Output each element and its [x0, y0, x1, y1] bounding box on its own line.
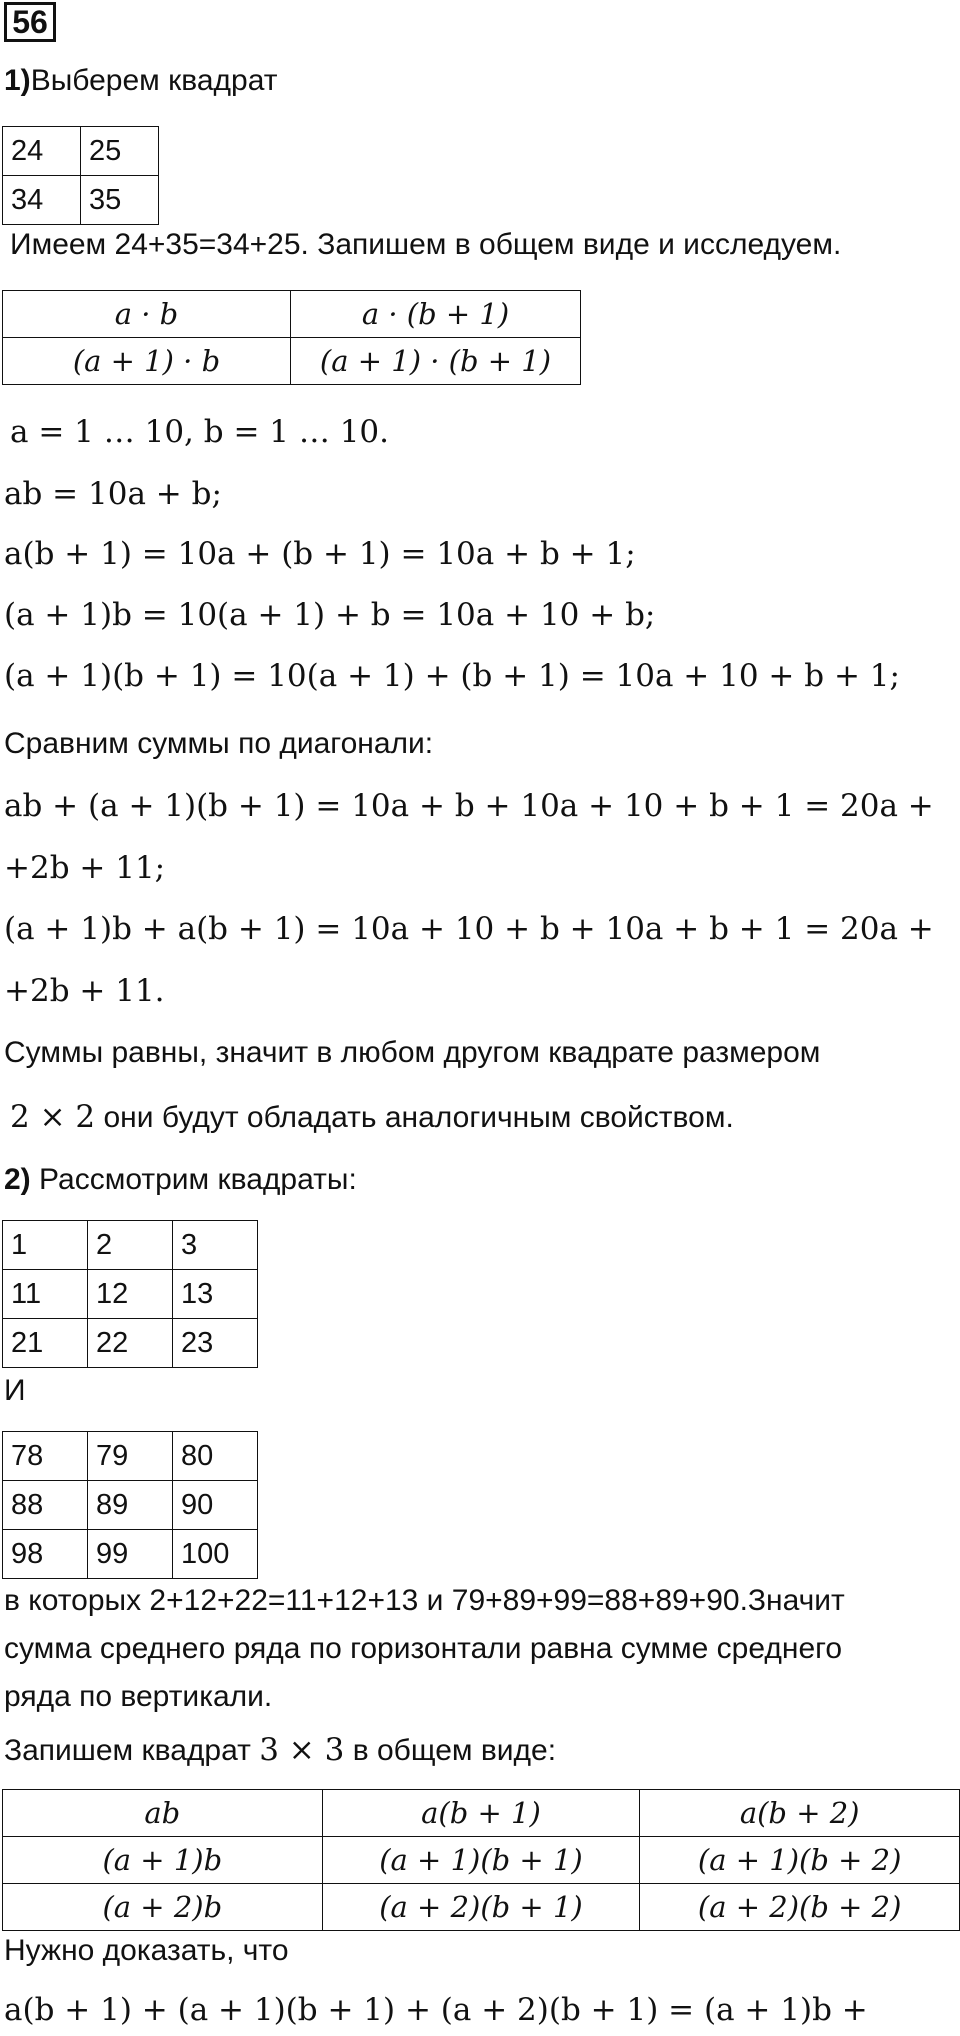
part1-heading-text: Выберем квадрат: [30, 64, 278, 97]
square-cell: 88: [3, 1481, 88, 1530]
equation-4: (a + 1)(b + 1) = 10(a + 1) + (b + 1) = 10a + 10 + b + 1;: [4, 658, 900, 694]
general-cell: a(b + 1): [322, 1790, 640, 1837]
general-cell: (a + 1) · (b + 1): [291, 338, 581, 385]
diagonal-sum-1-line-1: ab + (a + 1)(b + 1) = 10a + b + 10a + 10 + b + 1 = 20a +: [4, 788, 934, 824]
general-cell: (a + 2)b: [3, 1884, 323, 1931]
part1-observation: Имеем 24+35=34+25. Запишем в общем виде и исследуем.: [10, 228, 842, 261]
general-cell: (a + 2)(b + 1): [322, 1884, 640, 1931]
explanation-line-2: сумма среднего ряда по горизонтали равна сумме среднего: [4, 1632, 843, 1665]
ranges: a = 1 … 10, b = 1 … 10.: [10, 414, 390, 450]
square-cell: 1: [3, 1221, 88, 1270]
square-cell: 25: [81, 127, 159, 176]
square-cell: 3: [173, 1221, 258, 1270]
general-cell: (a + 1)(b + 1): [322, 1837, 640, 1884]
explanation-line-3: ряда по вертикали.: [4, 1680, 273, 1713]
write-text: Запишем квадрат: [4, 1734, 260, 1767]
write-square-text: [4, 1732, 556, 1768]
square-cell: 2: [88, 1221, 173, 1270]
conclusion-text: они будут обладать аналогичным свойством.: [95, 1101, 734, 1134]
square-cell: 22: [88, 1319, 173, 1368]
write-math: 3 × 3: [259, 1732, 345, 1768]
general-cell: (a + 1)(b + 2): [640, 1837, 960, 1884]
part2-heading: [4, 1163, 357, 1197]
prove-equation: a(b + 1) + (a + 1)(b + 1) + (a + 2)(b + 1) = (a + 1)b +: [4, 1992, 868, 2028]
write-text-2: в общем виде:: [344, 1734, 557, 1767]
general-cell: a · (b + 1): [291, 291, 581, 338]
square-cell: 11: [3, 1270, 88, 1319]
part2-heading-text: Рассмотрим квадраты:: [30, 1163, 357, 1196]
square-cell: 79: [88, 1432, 173, 1481]
conclusion-line-2: [10, 1099, 734, 1135]
square-cell: 12: [88, 1270, 173, 1319]
general-cell: a(b + 2): [640, 1790, 960, 1837]
part1-square: [2, 126, 159, 225]
part2-square-1: [2, 1220, 258, 1368]
square-cell: 13: [173, 1270, 258, 1319]
square-cell: 24: [3, 127, 81, 176]
prove-text: Нужно доказать, что: [4, 1934, 289, 1967]
general-cell: (a + 1) · b: [3, 338, 291, 385]
compare-text: Сравним суммы по диагонали:: [4, 727, 434, 760]
square-cell: 89: [88, 1481, 173, 1530]
equation-1: ab = 10a + b;: [4, 476, 222, 512]
square-cell: 21: [3, 1319, 88, 1368]
general-cell: a · b: [3, 291, 291, 338]
equation-3: (a + 1)b = 10(a + 1) + b = 10a + 10 + b;: [4, 597, 656, 633]
part2-label: 2): [4, 1163, 31, 1196]
square-cell: 80: [173, 1432, 258, 1481]
diagonal-sum-1-line-2: +2b + 11;: [4, 850, 166, 886]
square-cell: 34: [3, 176, 81, 225]
part1-general-table: [2, 290, 581, 385]
conclusion-math: 2 × 2: [10, 1099, 96, 1135]
square-cell: 100: [173, 1530, 258, 1579]
diagonal-sum-2-line-2: +2b + 11.: [4, 973, 165, 1009]
equation-2: a(b + 1) = 10a + (b + 1) = 10a + b + 1;: [4, 536, 636, 572]
part2-general-table: [2, 1789, 960, 1931]
part2-square-2: [2, 1431, 258, 1579]
problem-number: 56: [4, 2, 56, 42]
general-cell: ab: [3, 1790, 323, 1837]
general-cell: (a + 1)b: [3, 1837, 323, 1884]
square-cell: 98: [3, 1530, 88, 1579]
square-cell: 78: [3, 1432, 88, 1481]
square-cell: 90: [173, 1481, 258, 1530]
part1-label: 1): [4, 64, 31, 97]
diagonal-sum-2-line-1: (a + 1)b + a(b + 1) = 10a + 10 + b + 10a + b + 1 = 20a +: [4, 911, 934, 947]
explanation-line-1: в которых 2+12+22=11+12+13 и 79+89+99=88+89+90.Значит: [4, 1584, 845, 1617]
square-cell: 23: [173, 1319, 258, 1368]
square-cell: 99: [88, 1530, 173, 1579]
general-cell: (a + 2)(b + 2): [640, 1884, 960, 1931]
part1-heading: [4, 64, 277, 98]
conclusion-line-1: Суммы равны, значит в любом другом квадрате размером: [4, 1036, 821, 1069]
and-word: И: [4, 1374, 26, 1407]
square-cell: 35: [81, 176, 159, 225]
